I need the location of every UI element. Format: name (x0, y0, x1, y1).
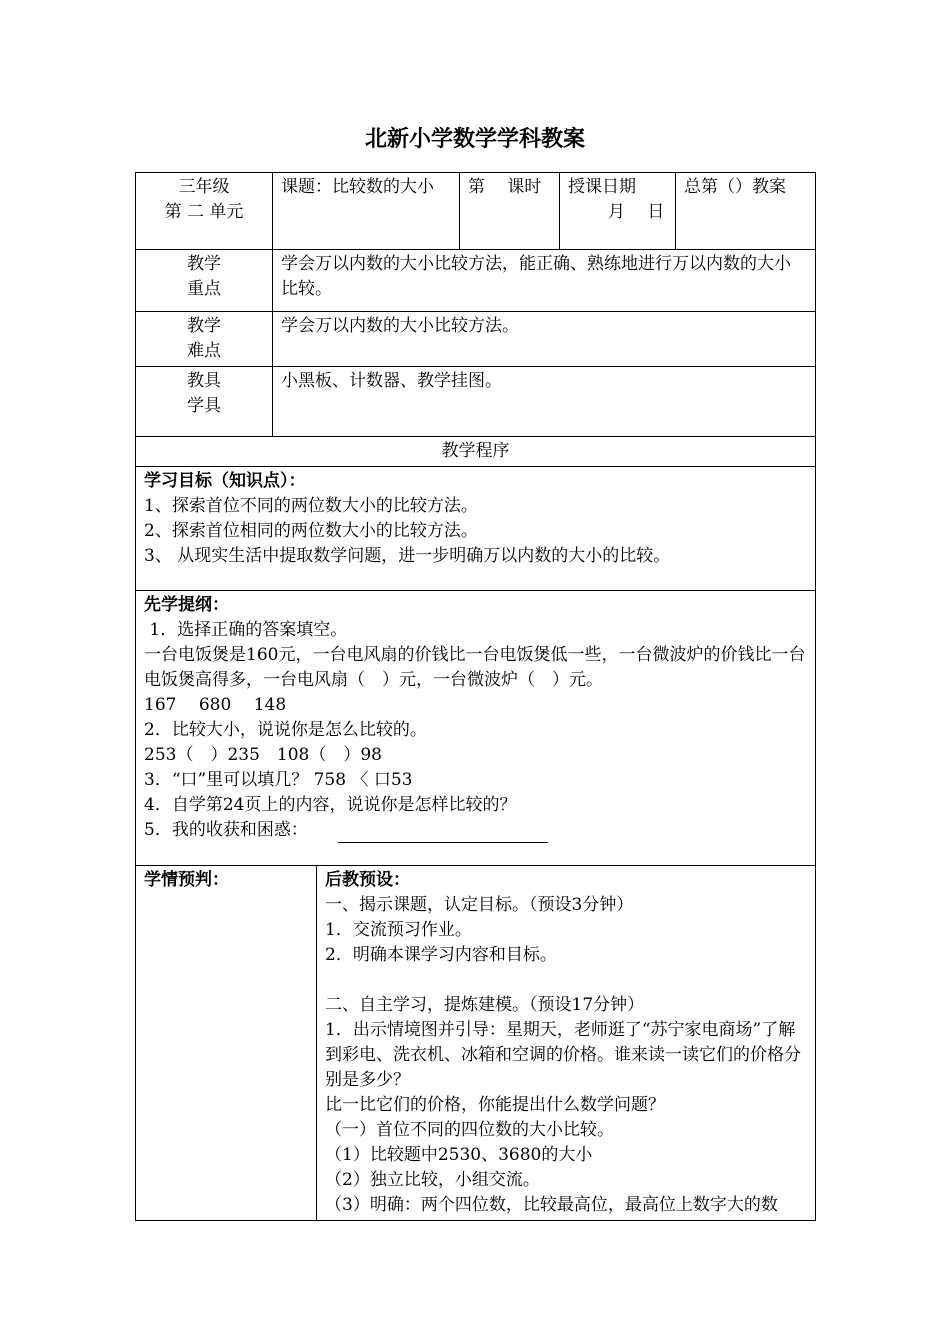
preview-line: 3．“口”里可以填几？ 758 〈 口53 (144, 770, 413, 790)
grade-text: 三年级 (178, 177, 230, 197)
preview-line: 253（ ）235 108（ ）98 (144, 745, 382, 765)
row-label-line: 教学 (187, 254, 221, 274)
teaching-line: 比一比它们的价格，你能提出什么数学问题？ (325, 1095, 665, 1115)
objectives-row (136, 467, 816, 591)
teaching-line: 二、自主学习，提炼建模。（预设17分钟） (325, 995, 645, 1015)
row-content: 小黑板、计数器、教学挂图。 (273, 367, 816, 437)
topic-text: 课题：比较数的大小 (281, 177, 434, 197)
key-points-row (136, 250, 816, 312)
total-text: 总第（）教案 (684, 177, 786, 197)
forecast-heading: 学情预判： (144, 870, 229, 890)
date-value: 月 日 (608, 202, 665, 222)
preview-line: 一台电饭煲是160元，一台电风扇的价钱比一台电饭煲低一些，一台微波炉的价钱比一台电饭煲高得多，一台电风扇（ ）元，一台微波炉（ ）元。 (144, 645, 806, 690)
unit-text: 第 二 单元 (164, 202, 244, 222)
teaching-line: （2）独立比较，小组交流。 (325, 1170, 540, 1190)
date-label: 授课日期 (568, 177, 636, 197)
row-label (136, 312, 273, 367)
preview-cell (136, 591, 816, 866)
row-label-line: 重点 (187, 279, 221, 299)
difficulties-row (136, 312, 816, 367)
teaching-line: （一）首位不同的四位数的大小比较。 (325, 1120, 614, 1140)
preview-line: 4．自学第24页上的内容，说说你是怎样比较的？ (144, 795, 517, 815)
procedure-header-row (136, 437, 816, 467)
bottom-table (135, 865, 816, 1221)
objective-item: 1、探索首位不同的两位数大小的比较方法。 (144, 496, 478, 516)
header-table (135, 172, 816, 250)
teaching-line: （1）比较题中2530、3680的大小 (325, 1145, 593, 1165)
info-table (135, 249, 816, 866)
objectives-heading: 学习目标（知识点）： (144, 471, 306, 491)
objective-item: 2、探索首位相同的两位数大小的比较方法。 (144, 521, 478, 541)
teaching-line (325, 968, 807, 993)
row-label-line: 学具 (187, 396, 221, 416)
row-label-line: 教学 (187, 316, 221, 336)
objectives-cell (136, 467, 816, 591)
lesson-cell (460, 173, 560, 250)
preview-line: 5．我的收获和困惑： (144, 820, 308, 840)
lesson-plan-table (135, 172, 815, 1221)
total-cell (676, 173, 816, 250)
teaching-line: 1．交流预习作业。 (325, 920, 472, 940)
document-title: 北新小学数学学科教案 (364, 127, 585, 152)
row-label (136, 250, 273, 312)
row-content: 学会万以内数的大小比较方法。 (273, 312, 816, 367)
objective-item: 3、 从现实生活中提取数学问题，进一步明确万以内数的大小的比较。 (144, 546, 671, 566)
teaching-heading: 后教预设： (325, 870, 410, 890)
teaching-line: 一、揭示课题，认定目标。（预设3分钟） (325, 895, 634, 915)
lesson-text: 第 课时 (468, 177, 542, 197)
preview-last-line (144, 818, 807, 843)
materials-row (136, 367, 816, 437)
preview-row (136, 591, 816, 866)
date-cell (560, 173, 676, 250)
row-label-line: 教具 (187, 371, 221, 391)
preview-line: 2．比较大小，说说你是怎么比较的。 (144, 720, 427, 740)
teaching-line: 1．出示情境图并引导：星期天，老师逛了“苏宁家电商场”了解到彩电、洗衣机、冰箱和空调的价格。谁来读一读它们的价格分别是多少？ (325, 1020, 801, 1090)
row-label-line: 难点 (187, 341, 221, 361)
row-label (136, 367, 273, 437)
procedure-header: 教学程序 (136, 437, 816, 467)
preview-line: 1．选择正确的答案填空。 (144, 620, 348, 640)
grade-unit-cell (136, 173, 273, 250)
answer-blank-line (338, 824, 548, 843)
teaching-cell (317, 866, 816, 1221)
teaching-line: 2．明确本课学习内容和目标。 (325, 945, 557, 965)
preview-heading: 先学提纲： (144, 595, 229, 615)
topic-cell (273, 173, 460, 250)
row-content: 学会万以内数的大小比较方法，能正确、熟练地进行万以内数的大小比较。 (273, 250, 816, 312)
forecast-cell (136, 866, 317, 1221)
preview-line: 167 680 148 (144, 695, 287, 715)
teaching-line: （3）明确：两个四位数，比较最高位，最高位上数字大的数 (325, 1195, 778, 1215)
